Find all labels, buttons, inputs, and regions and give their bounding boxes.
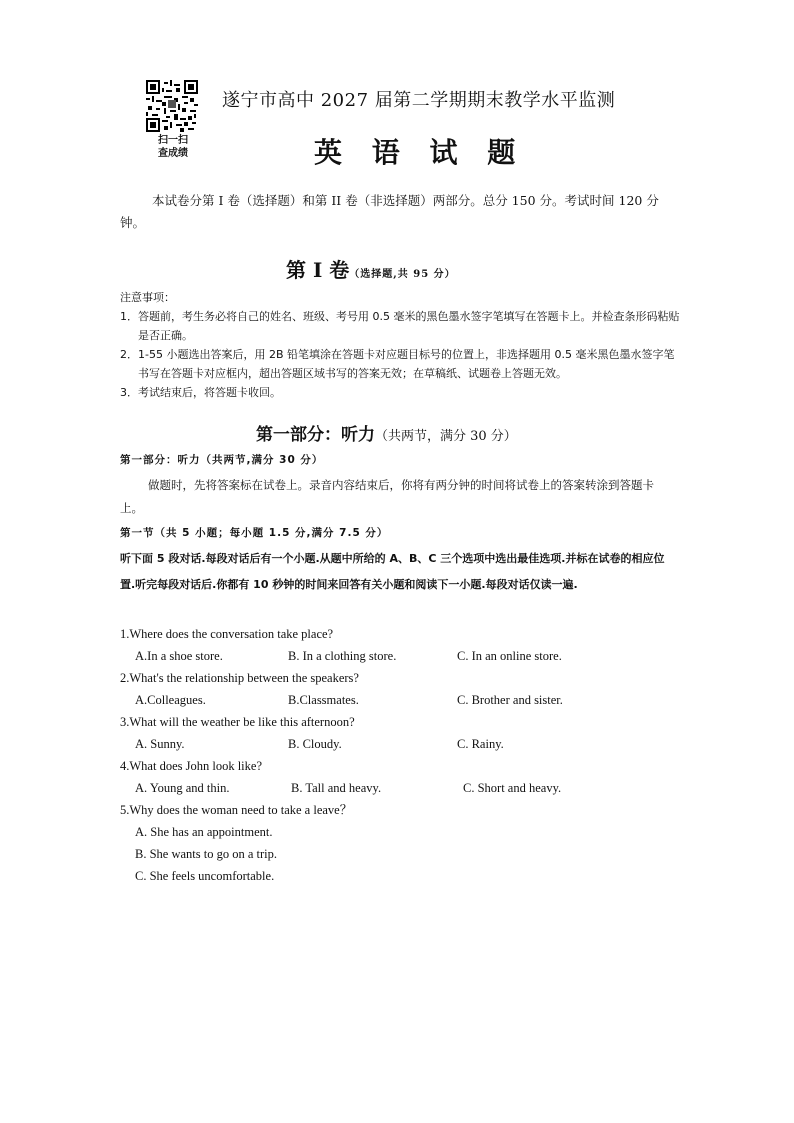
option-row bbox=[120, 645, 680, 667]
option-a: A. Sunny. bbox=[135, 737, 185, 751]
option-a: A. Young and thin. bbox=[135, 781, 230, 795]
part-title-main: 第一部分：听力 bbox=[256, 425, 375, 445]
part-subtitle: 第一部分：听力（共两节,满分 30 分） bbox=[120, 454, 324, 466]
option-c: C. Short and heavy. bbox=[463, 781, 562, 795]
option-a: A.Colleagues. bbox=[135, 693, 206, 707]
notes-item: 1．答题前，考生务必将自己的姓名、班级、考号用 0.5 毫米的黑色墨水签字笔填写在答题卡上。并检查条形码粘贴是否正确。 bbox=[120, 310, 680, 342]
volume-title-main: 第 Ⅰ 卷 bbox=[286, 258, 350, 282]
part-instruction: 做题时，先将答案标在试卷上。录音内容结束后，你将有两分钟的时间将试卷上的答案转涂到答题卡上。 bbox=[120, 478, 654, 515]
option-b: B.Classmates. bbox=[288, 693, 359, 707]
option-c: C. She feels uncomfortable. bbox=[135, 869, 275, 883]
volume-title-sub: （选择题,共 95 分） bbox=[349, 269, 456, 280]
exam-intro: 本试卷分第 I 卷（选择题）和第 II 卷（非选择题）两部分。总分 150 分。考试时间 120 分钟。 bbox=[120, 193, 659, 230]
subject-title: 英 语 试 题 bbox=[314, 136, 526, 169]
question-stem: 5.Why does the woman need to take a leave？ bbox=[120, 803, 353, 817]
volume-title bbox=[286, 254, 456, 283]
section-instruction: 听下面 5 段对话.每段对话后有一个小题.从题中所给的 A、B、C 三个选项中选出最佳选项.并标在试卷的相应位置.听完每段对话后.你都有 10 秒钟的时间来回答有关小题和阅读下一小题.每段对话仅读一遍. bbox=[120, 552, 665, 591]
option-c: C. In an online store. bbox=[457, 649, 562, 663]
exam-header: 遂宁市高中 2027 届第二学期期末教学水平监测 bbox=[222, 90, 616, 111]
option-c: C. Brother and sister. bbox=[457, 693, 563, 707]
option-b: B. Cloudy. bbox=[288, 737, 342, 751]
option-c: C. Rainy. bbox=[457, 737, 504, 751]
qr-code bbox=[146, 80, 198, 132]
question-list bbox=[120, 623, 680, 887]
option-b: B. In a clothing store. bbox=[288, 649, 397, 663]
notes-heading: 注意事项： bbox=[120, 291, 175, 304]
notes-item: 2．1-55 小题选出答案后，用 2B 铅笔填涂在答题卡对应题目标号的位置上，非选择题用 0.5 毫米黑色墨水签字笔书写在答题卡对应框内，超出答题区域书写的答案无效；在草稿纸、试题卷上答题无效。 bbox=[120, 348, 675, 380]
part-title-sub: （共两节，满分 30 分） bbox=[375, 429, 517, 444]
option-a: A.In a shoe store. bbox=[135, 649, 223, 663]
notes-section bbox=[120, 288, 680, 402]
question-stem: 4.What does John look like? bbox=[120, 759, 262, 773]
section-title: 第一节（共 5 小题；每小题 1.5 分,满分 7.5 分） bbox=[120, 527, 389, 539]
question-stem: 3.What will the weather be like this afternoon? bbox=[120, 715, 355, 729]
option-row bbox=[120, 689, 680, 711]
question-stem: 1.Where does the conversation take place? bbox=[120, 627, 334, 641]
notes-item: 3．考试结束后，将答题卡收回。 bbox=[120, 386, 281, 399]
option-b: B. Tall and heavy. bbox=[291, 781, 382, 795]
question-stem: 2.What's the relationship between the speakers? bbox=[120, 671, 359, 685]
option-a: A. She has an appointment. bbox=[135, 825, 273, 839]
part-title bbox=[256, 420, 517, 445]
qr-caption: 扫一扫 查成绩 bbox=[158, 135, 188, 159]
option-b: B. She wants to go on a trip. bbox=[135, 847, 278, 861]
option-row bbox=[120, 733, 680, 755]
option-row bbox=[120, 777, 680, 799]
